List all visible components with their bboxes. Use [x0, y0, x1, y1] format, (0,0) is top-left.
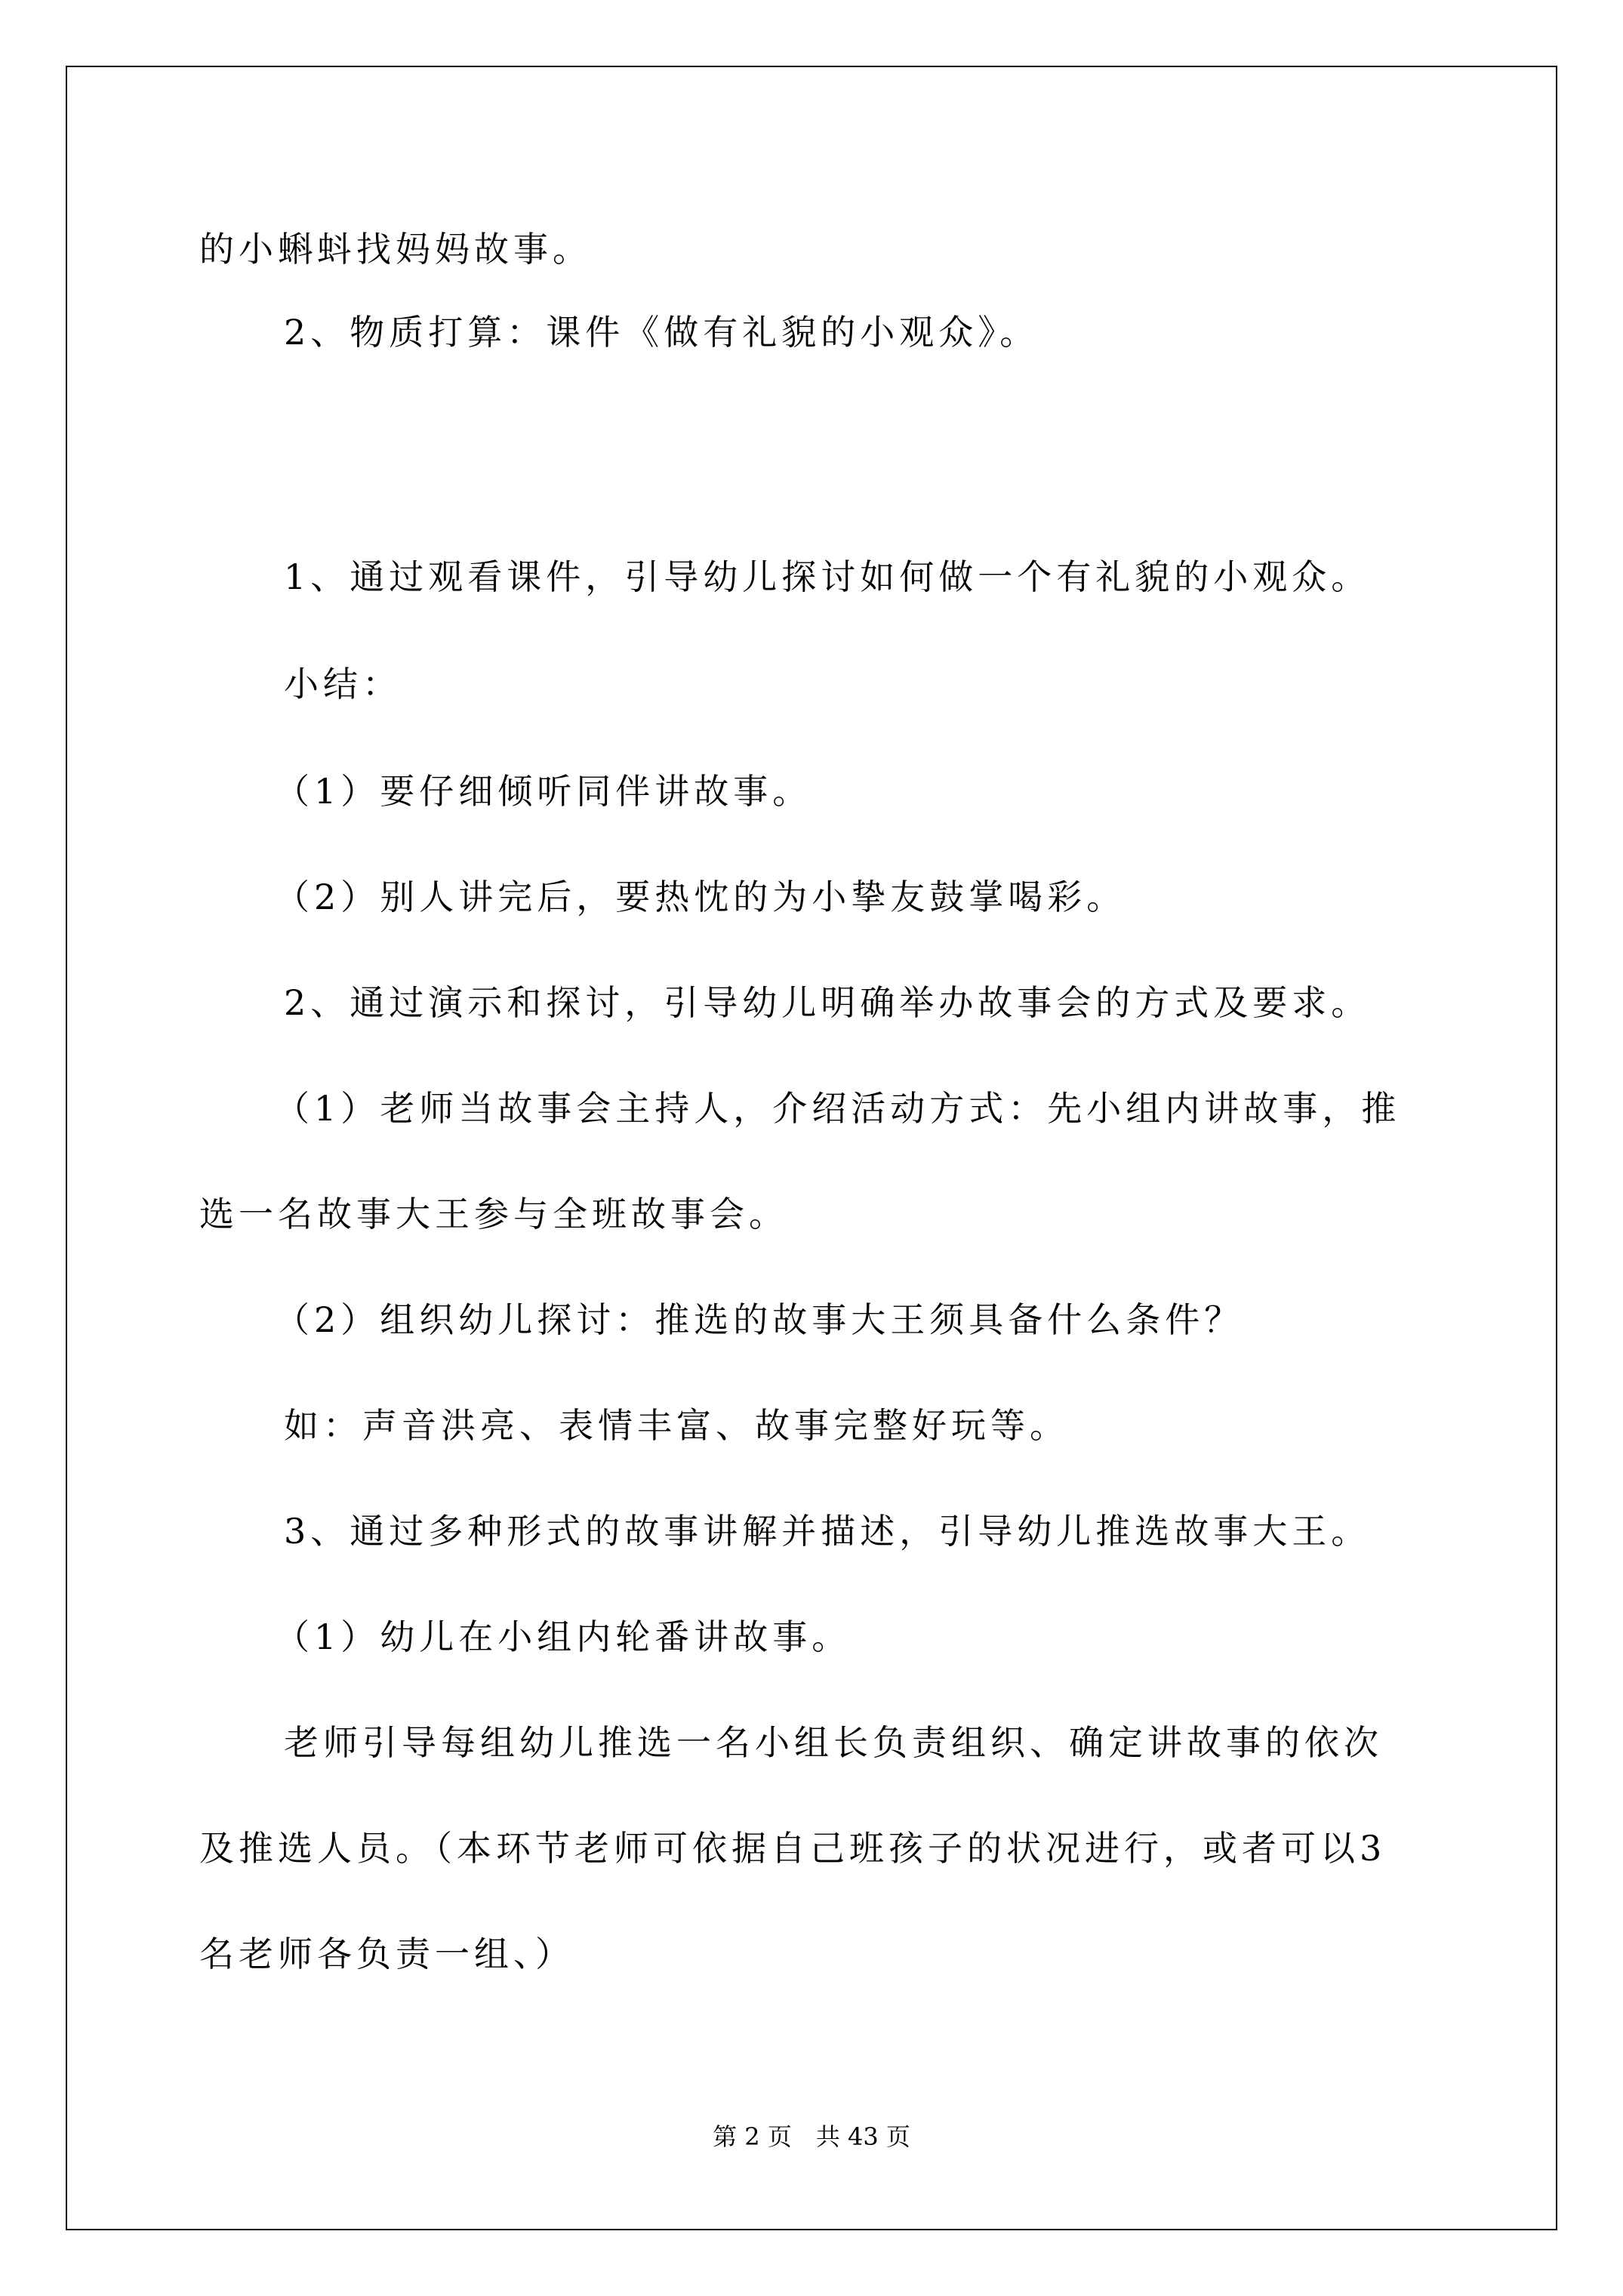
text-line: 名老师各负责一组、） — [199, 1934, 574, 1974]
text-line: （1）老师当故事会主持人，介绍活动方式：先小组内讲故事，推 — [275, 1088, 1401, 1129]
text-line: 2、通过演示和探讨，引导幼儿明确举办故事会的方式及要求。 — [284, 982, 1371, 1023]
text-line: （1）要仔细倾听同伴讲故事。 — [275, 771, 812, 812]
text-line: （2）别人讲完后，要热忱的为小挚友鼓掌喝彩。 — [275, 877, 1126, 917]
page-footer: 第 2 页 共 43 页 — [713, 2122, 910, 2151]
text-line: 老师引导每组幼儿推选一名小组长负责组织、确定讲故事的依次 — [284, 1722, 1383, 1763]
text-line: 3、通过多种形式的故事讲解并描述，引导幼儿推选故事大王。 — [284, 1511, 1371, 1552]
text-line: 如：声音洪亮、表情丰富、故事完整好玩等。 — [284, 1405, 1069, 1446]
text-line: 的小蝌蚪找妈妈故事。 — [199, 229, 592, 270]
text-line: （2）组织幼儿探讨：推选的故事大王须具备什么条件？ — [275, 1299, 1244, 1340]
text-line: 2、物质打算：课件《做有礼貌的小观众》。 — [284, 312, 1039, 353]
text-line: 小结： — [284, 664, 402, 704]
text-line: （1）幼儿在小组内轮番讲故事。 — [275, 1616, 852, 1657]
page-border — [66, 66, 1557, 2230]
text-line: 选一名故事大王参与全班故事会。 — [199, 1194, 788, 1234]
text-line: 及推选人员。（本环节老师可依据自己班孩子的状况进行，或者可以3 — [199, 1828, 1387, 1869]
text-line: 1、通过观看课件，引导幼儿探讨如何做一个有礼貌的小观众。 — [284, 556, 1371, 597]
